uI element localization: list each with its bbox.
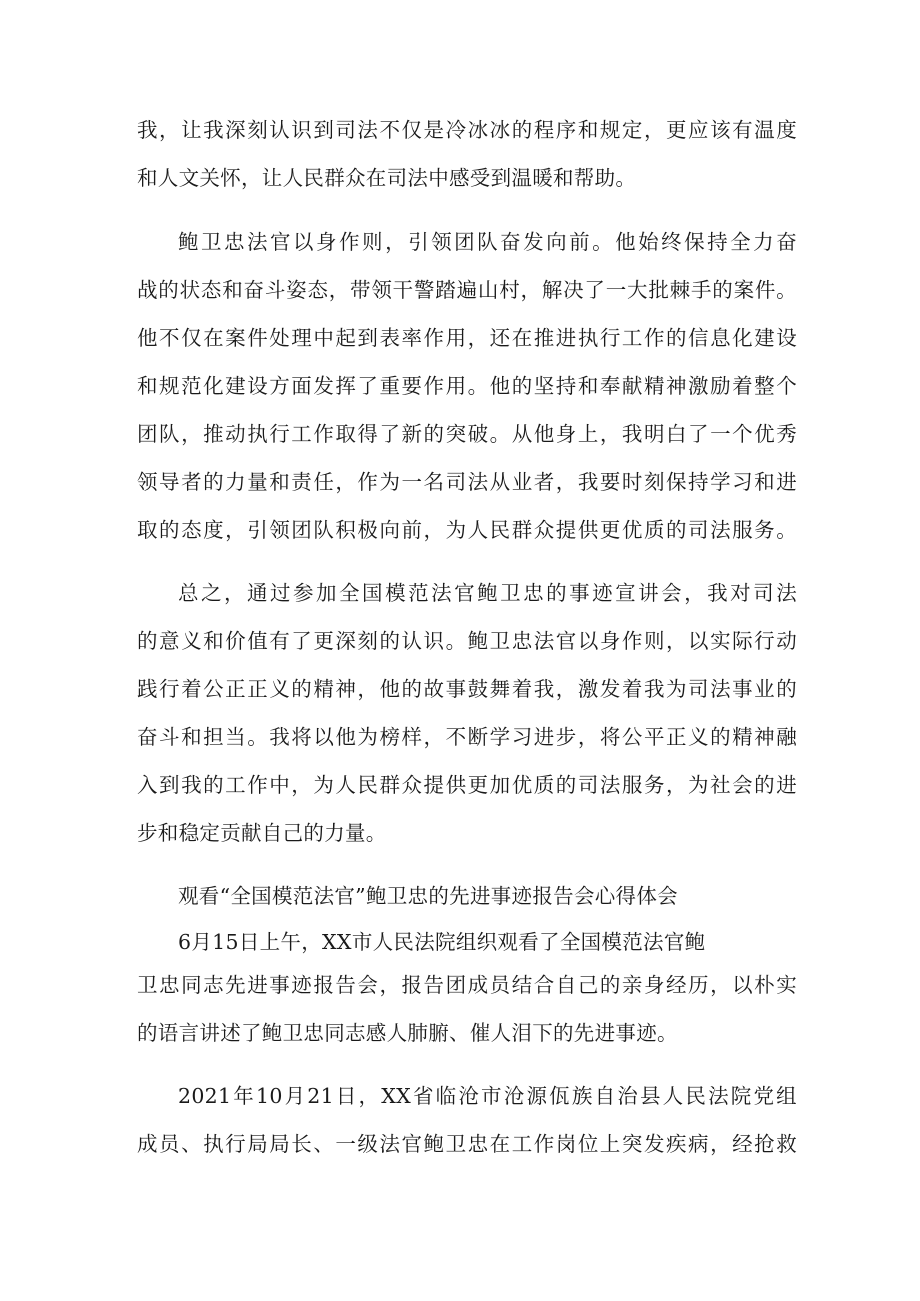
- text-line: 的语言讲述了鲍卫忠同志感人肺腑、催人泪下的先进事迹。: [137, 1021, 678, 1045]
- paragraph-4: [137, 918, 797, 966]
- text-line: 领导者的力量和责任，作为一名司法从业者，我要时刻保持学习和进: [137, 470, 797, 494]
- paragraph-2: [137, 218, 797, 554]
- text-line: 鲍卫忠法官以身作则，引领团队奋发向前。他始终保持全力奋: [178, 230, 797, 254]
- text-line: 的意义和价值有了更深刻的认识。鲍卫忠法官以身作则，以实际行动: [137, 629, 797, 653]
- text-line: 步和稳定贡献自己的力量。: [137, 821, 387, 845]
- text-line: 总之，通过参加全国模范法官鲍卫忠的事迹宣讲会，我对司法: [178, 581, 797, 605]
- text-line: 和人文关怀，让人民群众在司法中感受到温暖和帮助。: [137, 166, 637, 190]
- text-line: 他不仅在案件处理中起到表率作用，还在推进执行工作的信息化建设: [137, 326, 797, 350]
- text-line: 2021年10月21日，XX省临沧市沧源佤族自治县人民法院党组: [178, 1084, 797, 1108]
- text-line: 奋斗和担当。我将以他为榜样，不断学习进步，将公平正义的精神融: [137, 725, 797, 749]
- text-line: 观看“全国模范法官”鲍卫忠的先进事迹报告会心得体会: [178, 884, 678, 908]
- text-line: 取的态度，引领团队积极向前，为人民群众提供更优质的司法服务。: [137, 518, 797, 542]
- paragraph-1: [137, 106, 797, 202]
- text-line: 和规范化建设方面发挥了重要作用。他的坚持和奉献精神激励着整个: [137, 374, 797, 398]
- section-title: [137, 872, 797, 920]
- text-line: 战的状态和奋斗姿态，带领干警踏遍山村，解决了一大批棘手的案件。: [137, 278, 797, 302]
- text-line: 入到我的工作中，为人民群众提供更加优质的司法服务，为社会的进: [137, 773, 797, 797]
- text-line: 6月15日上午，XX市人民法院组织观看了全国模范法官鲍: [178, 930, 706, 954]
- paragraph-6: [137, 1072, 797, 1168]
- text-line: 践行着公正正义的精神，他的故事鼓舞着我，激发着我为司法事业的: [137, 677, 797, 701]
- text-line: 团队，推动执行工作取得了新的突破。从他身上，我明白了一个优秀: [137, 422, 797, 446]
- text-line: 成员、执行局局长、一级法官鲍卫忠在工作岗位上突发疾病，经抢救: [137, 1132, 797, 1156]
- text-line: 我，让我深刻认识到司法不仅是冷冰冰的程序和规定，更应该有温度: [137, 118, 797, 142]
- paragraph-3: [137, 569, 797, 857]
- text-line: 卫忠同志先进事迹报告会，报告团成员结合自己的亲身经历，以朴实: [137, 973, 797, 997]
- paragraph-5: [137, 961, 797, 1057]
